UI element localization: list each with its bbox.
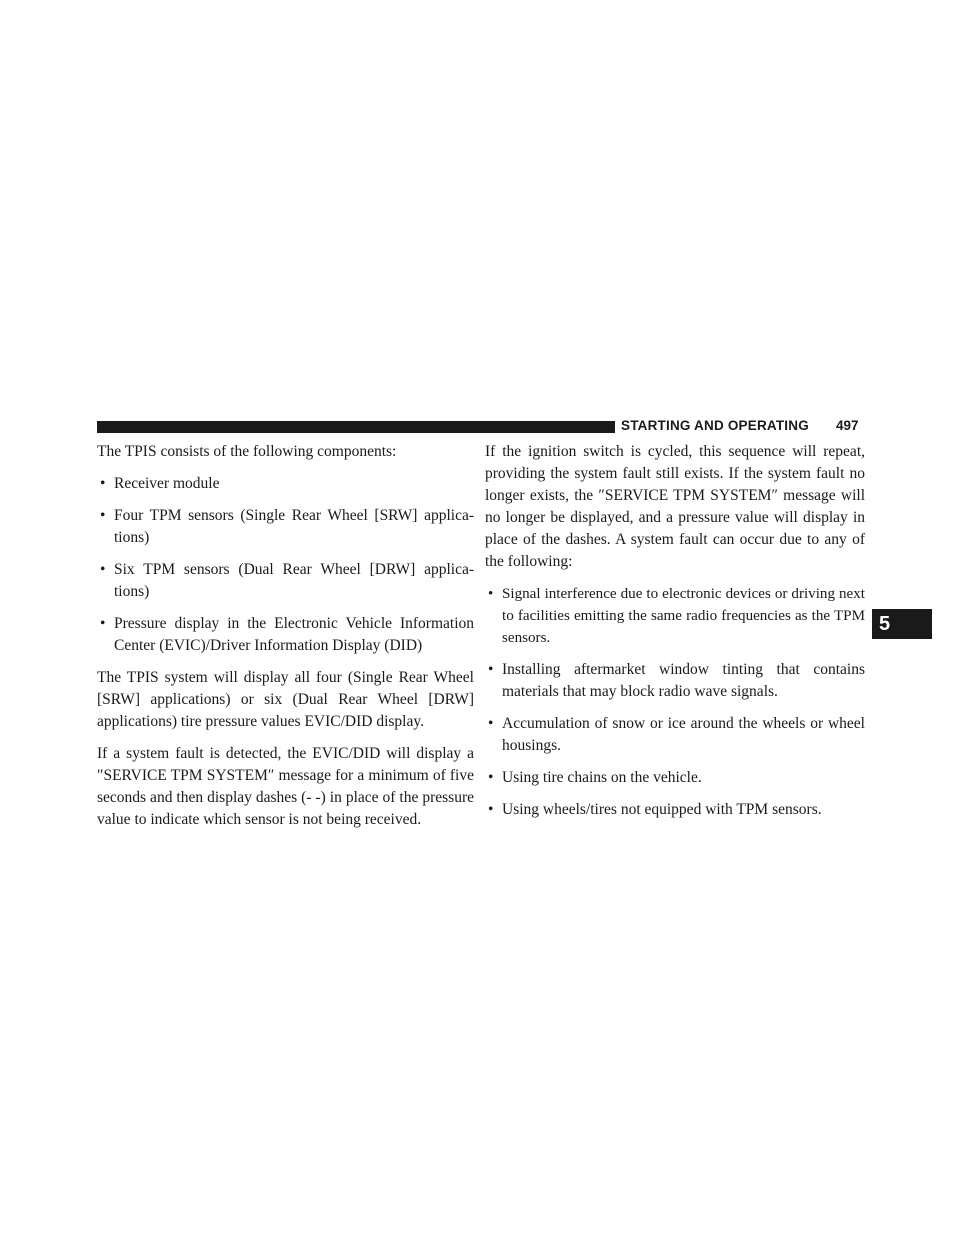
right-column	[485, 441, 865, 831]
list-item: • Four TPM sensors (Single Rear Wheel [SRW] applica- tions)	[97, 505, 474, 549]
cycle-paragraph: If the ignition switch is cycled, this sequence will repeat, providing the system fault still exists. If the system fault no longer exists, the ″SERVICE TPM SYSTEM″ message will no longer be displayed, and a pressure value will display in place of the dashes. A system fault can occur due to any of the following:	[485, 443, 865, 570]
header-rule	[97, 421, 615, 433]
section-title: STARTING AND OPERATING	[621, 418, 809, 433]
fault-causes-list	[485, 583, 865, 821]
list-item: • Pressure display in the Electronic Vehicle Information Center (EVIC)/Driver Information Display (DID)	[97, 613, 474, 657]
page-number: 497	[836, 418, 859, 433]
components-list	[97, 473, 474, 657]
chapter-tab: 5	[872, 609, 932, 639]
display-paragraph: The TPIS system will display all four (Single Rear Wheel [SRW] applications) or six (Dual Rear Wheel [DRW] applications) tire pressure values EVIC/DID display.	[97, 669, 474, 730]
components-intro: The TPIS consists of the following components:	[97, 443, 397, 460]
list-item: • Accumulation of snow or ice around the wheels or wheel housings.	[485, 713, 865, 757]
fault-paragraph: If a system fault is detected, the EVIC/DID will display a ″SERVICE TPM SYSTEM″ message for a minimum of five seconds and then display dashes (- -) in place of the pressure value to indicate which sensor is not being received.	[97, 745, 474, 828]
list-item: • Using tire chains on the vehicle.	[485, 767, 865, 789]
list-item: • Signal interference due to electronic devices or driving next to facilities emitting the same radio frequencies as the TPM sensors.	[485, 583, 865, 649]
list-item: • Receiver module	[97, 473, 474, 495]
left-column	[97, 441, 474, 841]
list-item: • Using wheels/tires not equipped with TPM sensors.	[485, 799, 865, 821]
list-item: • Installing aftermarket window tinting that contains materials that may block radio wave signals.	[485, 659, 865, 703]
list-item: • Six TPM sensors (Dual Rear Wheel [DRW] applica- tions)	[97, 559, 474, 603]
